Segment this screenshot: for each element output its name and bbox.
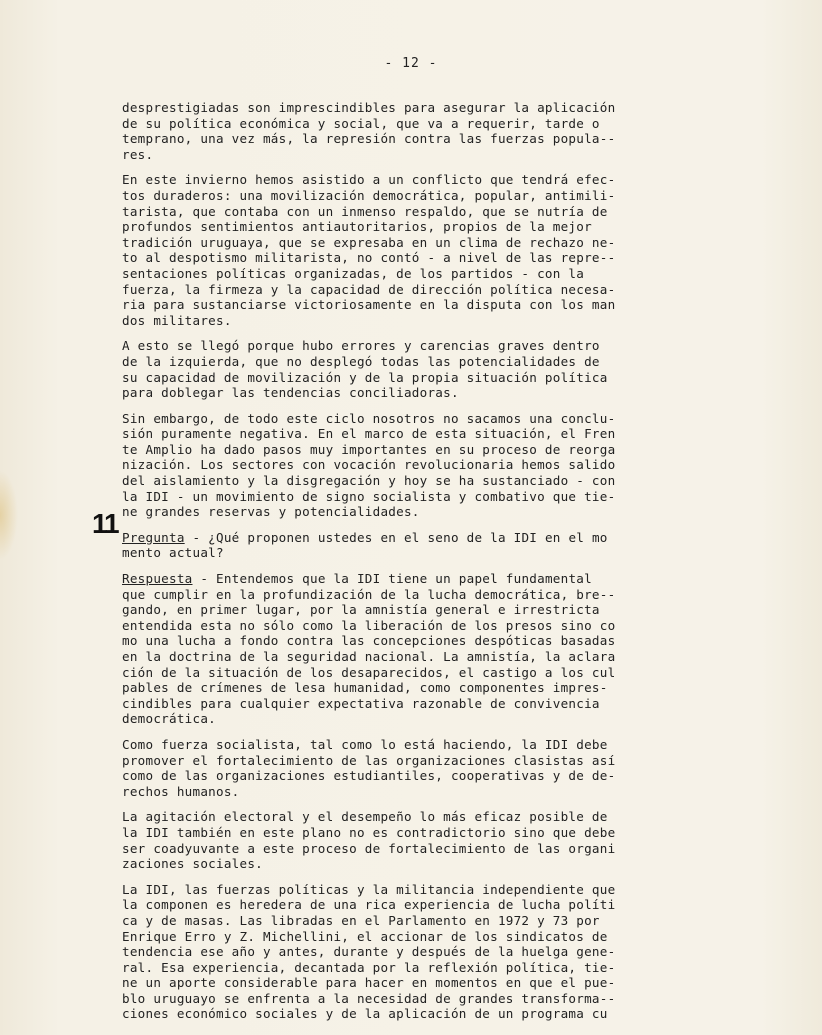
question-paragraph [122,530,697,561]
text-line: La IDI, las fuerzas políticas y la militancia independiente que [122,881,616,897]
text-line: la componen es heredera de una rica experiencia de lucha políti [122,897,616,913]
paragraph [122,411,697,520]
margin-annotation-mark: 11 [92,508,118,539]
text-line: gando, en primer lugar, por la amnistía general e irrestricta [122,602,600,618]
text-line: ne un aporte considerable para hacer en momentos en que el pue- [122,975,616,991]
text-line: zaciones sociales. [122,856,263,872]
text-line: sión puramente negativa. En el marco de esta situación, el Fren [122,426,616,442]
text-line: que cumplir en la profundización de la lucha democrática, bre-- [122,586,616,602]
text-line: to al despotismo militarista, no contó - a nivel de las repre-- [122,250,616,266]
document-body [122,100,697,1032]
text-line: la IDI - un movimiento de signo socialista y combativo que tie- [122,488,616,504]
question-lines [122,545,697,561]
text-line: entendida esta no sólo como la liberación de los presos sino co [122,617,616,633]
text-line: pables de crímenes de lesa humanidad, como componentes impres- [122,680,608,696]
text-line: tradición uruguaya, que se expresaba en un clima de rechazo ne- [122,234,616,250]
answer-lines [122,587,697,727]
text-line: temprano, una vez más, la represión contra las fuerzas popula-- [122,131,616,147]
text-line: rechos humanos. [122,783,240,799]
text-line: blo uruguayo se enfrenta a la necesidad de grandes transforma-- [122,990,616,1006]
text-line: Como fuerza socialista, tal como lo está haciendo, la IDI debe [122,736,608,752]
answer-label: Respuesta [122,571,193,587]
text-line: tendencia ese año y antes, durante y después de la huelga gene- [122,944,616,960]
text-line: como de las organizaciones estudiantiles, cooperativas y de de- [122,768,616,784]
question-label: Pregunta [122,529,185,545]
text-line: ral. Esa experiencia, decantada por la reflexión política, tie- [122,959,616,975]
text-line: de su política económica y social, que va a requerir, tarde o [122,115,600,131]
text-line: A esto se llegó porque hubo errores y carencias graves dentro [122,338,600,354]
text-line: En este invierno hemos asistido a un conflicto que tendrá efec- [122,172,616,188]
question-first-line [122,530,697,546]
text-line: la IDI también en este plano no es contradictorio sino que debe [122,824,616,840]
text-line: ne grandes reservas y potencialidades. [122,504,420,520]
text-line: del aislamiento y la disgregación y hoy se ha sustanciado - con [122,473,616,489]
paragraph [122,100,697,162]
text-line: desprestigiadas son imprescindibles para asegurar la aplicación [122,100,616,115]
text-line: ria para sustanciarse victoriosamente en la disputa con los man [122,297,616,313]
question-first-line-text: - ¿Qué proponen ustedes en el seno de la IDI en el mo [184,529,608,545]
text-line: mo una lucha a fondo contra las concepciones despóticas basadas [122,633,616,649]
text-line: ción de la situación de los desaparecidos, el castigo a los cul [122,664,616,680]
text-line: te Amplio ha dado pasos muy importantes en su proceso de reorga [122,441,616,457]
text-line: ciones económico sociales y de la aplicación de un programa cu [122,1006,608,1022]
text-line: en la doctrina de la seguridad nacional. La amnistía, la aclara [122,649,616,664]
text-line: profundos sentimientos antiautoritarios, propios de la mejor [122,219,592,235]
text-line: dos militares. [122,312,232,328]
paragraph [122,737,697,799]
text-line: La agitación electoral y el desempeño lo más eficaz posible de [122,809,608,825]
text-line: de la izquierda, que no desplegó todas las potencialidades de [122,353,600,369]
text-line: sentaciones políticas organizadas, de los partidos - con la [122,265,585,281]
paragraphs-after [122,737,697,1022]
text-line: promover el fortalecimiento de las organizaciones clasistas así [122,752,616,768]
paragraph [122,809,697,871]
paragraph [122,882,697,1022]
paragraph [122,338,697,400]
text-line: tos duraderos: una movilización democrática, popular, antimili- [122,187,616,203]
text-line: su capacidad de movilización y de la propia situación política [122,369,608,385]
text-line: Enrique Erro y Z. Michellini, el accionar de los sindicatos de [122,928,608,944]
text-line: ser coadyuvante a este proceso de fortalecimiento de las organi [122,840,616,856]
text-line: Sin embargo, de todo este ciclo nosotros no sacamos una conclu- [122,410,616,426]
text-line: para doblegar las tendencias conciliadoras. [122,385,459,401]
page-number: - 12 - [384,56,438,71]
answer-first-line-text: - Entendemos que la IDI tiene un papel fundamental [192,571,592,587]
answer-paragraph [122,571,697,727]
text-line: fuerza, la firmeza y la capacidad de dirección política necesa- [122,281,616,297]
text-line: res. [122,146,154,162]
text-line: democrática. [122,711,216,727]
paragraph [122,172,697,328]
text-line: nización. Los sectores con vocación revolucionaria hemos salido [122,457,616,473]
text-line: tarista, que contaba con un inmenso respaldo, que se nutría de [122,203,608,219]
text-line: mento actual? [122,545,224,561]
paper-stain [0,470,18,560]
answer-first-line [122,571,697,587]
paragraphs-before [122,100,697,520]
text-line: ca y de masas. Las libradas en el Parlamento en 1972 y 73 por [122,912,600,928]
text-line: cindibles para cualquier expectativa razonable de convivencia [122,695,600,711]
